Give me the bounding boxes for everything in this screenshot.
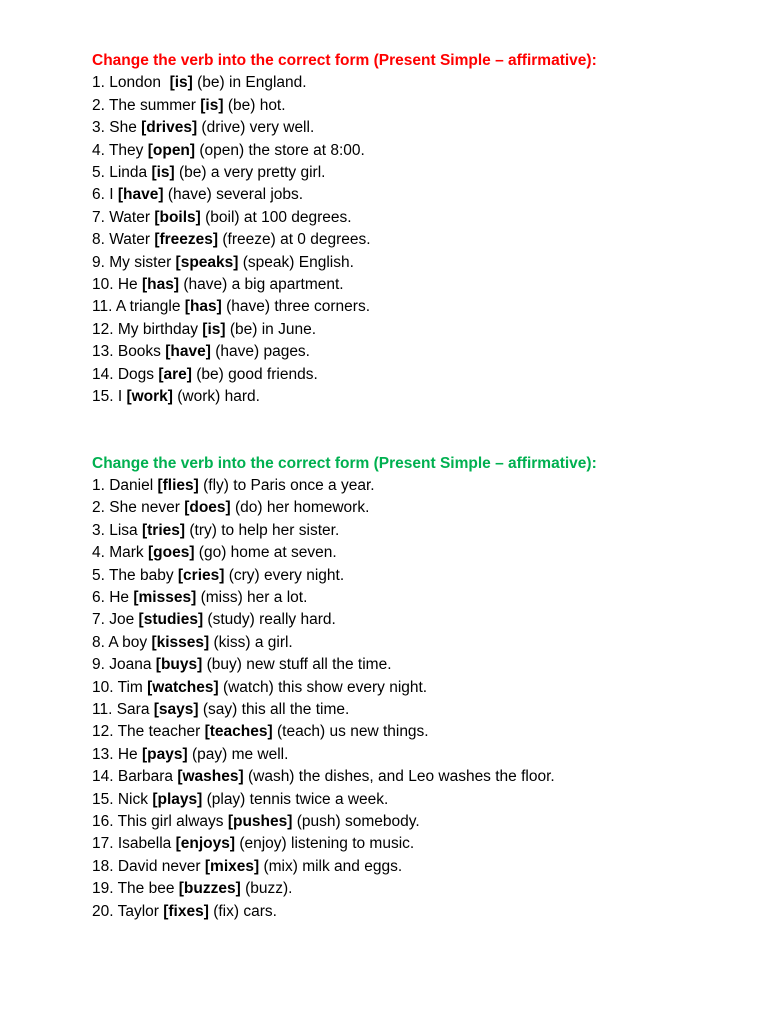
sentence-end: (have) several jobs. — [163, 186, 304, 204]
sentence-end: (try) to help her sister. — [185, 521, 340, 539]
exercise-item — [92, 475, 752, 497]
answer-verb: [freezes] — [154, 231, 219, 249]
answer-verb: [buzzes] — [178, 880, 241, 898]
sentence-start: 5. Linda — [92, 164, 152, 182]
sentence-end: (push) somebody. — [292, 813, 420, 830]
sentence-end: (be) in June. — [225, 320, 316, 338]
answer-verb: [is] — [202, 320, 226, 338]
answer-verb: [cries] — [177, 566, 225, 584]
exercise-item — [92, 184, 752, 206]
answer-verb: [is] — [169, 74, 193, 92]
exercise-item — [92, 901, 752, 923]
sentence-end: (boil) at 100 degrees. — [200, 208, 352, 226]
section-title: Change the verb into the correct form (Present Simple – affirmative): — [92, 52, 597, 69]
answer-verb: [has] — [141, 276, 180, 294]
answer-verb: [mixes] — [204, 857, 260, 875]
exercise-item — [92, 520, 752, 542]
sentence-start: 19. The bee — [92, 880, 179, 898]
answer-verb: [drives] — [141, 119, 198, 137]
sentence-end: (work) hard. — [172, 388, 260, 406]
exercise-item — [92, 72, 752, 94]
sentence-start: 9. My sister — [92, 253, 176, 271]
answer-verb: [has] — [184, 298, 222, 316]
exercise-item — [92, 654, 752, 676]
sentence-start: 14. Dogs — [92, 365, 159, 383]
sentence-start: 12. The teacher — [92, 723, 205, 741]
sentence-end: (play) tennis twice a week. — [202, 790, 389, 808]
sentence-end: (watch) this show every night. — [218, 678, 428, 696]
sentence-start: 4. They — [92, 141, 148, 159]
sentence-start: 14. Barbara — [92, 768, 178, 786]
exercise-item — [92, 856, 752, 878]
sentence-start: 6. He — [92, 588, 134, 606]
sentence-end: (fly) to Paris once a year. — [198, 476, 375, 494]
sentence-start: 11. A triangle — [92, 298, 185, 316]
sentence-start: 18. David never — [92, 857, 205, 875]
sentence-start: 9. Joana — [92, 656, 156, 674]
answer-verb: [plays] — [152, 790, 203, 808]
sentence-start: 20. Taylor — [92, 902, 164, 920]
sentence-start: 7. Joe — [92, 611, 139, 629]
exercise-item — [92, 542, 752, 564]
answer-verb: [have] — [165, 343, 211, 361]
sentence-start: 2. She never — [92, 499, 185, 517]
answer-verb: [buys] — [155, 656, 203, 674]
sentence-end: (wash) the dishes, and Leo washes the floor. — [243, 768, 555, 786]
sentence-end: (open) the store at 8:00. — [195, 141, 365, 159]
sentence-end: (be) a very pretty girl. — [174, 164, 326, 182]
sentence-start: 13. Books — [92, 343, 166, 361]
sentence-start: 1. Daniel — [92, 476, 158, 494]
answer-verb: [goes] — [147, 544, 195, 562]
sentence-end: (drive) very well. — [197, 119, 315, 137]
answer-verb: [flies] — [157, 476, 199, 494]
exercise-section-2 — [92, 453, 752, 924]
answer-verb: [pays] — [141, 745, 188, 763]
sentence-end: (fix) cars. — [208, 902, 277, 920]
sentence-end: (speak) English. — [238, 253, 354, 271]
answer-verb: [washes] — [177, 768, 244, 786]
sentence-end: (be) in England. — [192, 74, 307, 92]
sentence-start: 2. The summer — [92, 96, 201, 114]
exercise-item — [92, 117, 752, 139]
sentence-start: 4. Mark — [92, 544, 148, 562]
sentence-end: (say) this all the time. — [198, 700, 350, 718]
sentence-end: (buy) new stuff all the time. — [202, 656, 392, 674]
sentence-start: 5. The baby — [92, 566, 178, 584]
sentence-start: 6. I — [92, 186, 118, 204]
sentence-end: (have) a big apartment. — [179, 276, 344, 294]
sentence-start: 8. A boy — [92, 633, 152, 651]
exercise-item — [92, 497, 752, 519]
sentence-start: 1. London — [92, 74, 170, 92]
answer-verb: [misses] — [133, 588, 197, 606]
exercise-item — [92, 274, 752, 296]
answer-verb: [work] — [126, 388, 173, 406]
sentence-start: 8. Water — [92, 231, 155, 249]
answer-verb: [kisses] — [151, 633, 210, 651]
exercise-item — [92, 162, 752, 184]
exercise-item — [92, 721, 752, 743]
answer-verb: [fixes] — [163, 902, 209, 920]
sentence-start: 12. My birthday — [92, 320, 203, 338]
answer-verb: [are] — [158, 365, 192, 383]
sentence-end: (pay) me well. — [187, 745, 289, 763]
answer-verb: [have] — [117, 186, 164, 204]
exercise-item — [92, 341, 752, 363]
exercise-item — [92, 789, 752, 811]
exercise-item — [92, 386, 752, 408]
sentence-end: (cry) every night. — [224, 566, 345, 584]
exercise-item — [92, 699, 752, 721]
sentence-end: (kiss) a girl. — [209, 633, 293, 651]
exercise-item — [92, 811, 752, 833]
sentence-start: 11. Sara — [92, 700, 154, 718]
exercise-section-1 — [92, 50, 752, 409]
exercise-list — [92, 72, 752, 408]
exercise-item — [92, 364, 752, 386]
exercise-item — [92, 632, 752, 654]
exercise-item — [92, 587, 752, 609]
exercise-list — [92, 475, 752, 923]
sentence-end: (enjoy) listening to music. — [235, 835, 415, 853]
answer-verb: [does] — [184, 499, 231, 517]
exercise-item — [92, 878, 752, 900]
answer-verb: [open] — [147, 141, 196, 159]
answer-verb: [boils] — [154, 208, 201, 226]
sentence-end: (be) hot. — [223, 96, 286, 114]
sentence-start: 3. Lisa — [92, 521, 142, 539]
answer-verb: [speaks] — [175, 253, 239, 271]
answer-verb: [watches] — [147, 678, 219, 696]
sentence-start: 10. Tim — [92, 678, 148, 696]
worksheet-page — [92, 50, 752, 923]
sentence-start: 16. This girl always — [92, 813, 228, 830]
exercise-item — [92, 744, 752, 766]
exercise-item — [92, 565, 752, 587]
sentence-end: (freeze) at 0 degrees. — [218, 231, 371, 249]
exercise-item — [92, 319, 752, 341]
exercise-item — [92, 766, 752, 788]
sentence-end: (have) pages. — [210, 343, 310, 361]
sentence-end: (miss) her a lot. — [196, 588, 308, 606]
exercise-item — [92, 609, 752, 631]
exercise-item — [92, 229, 752, 251]
sentence-end: (be) good friends. — [191, 365, 318, 383]
sentence-start: 10. He — [92, 276, 142, 294]
exercise-item — [92, 207, 752, 229]
section-spacer — [92, 409, 752, 453]
sentence-start: 7. Water — [92, 208, 155, 226]
sentence-end: (buzz). — [240, 880, 293, 898]
sentence-start: 3. She — [92, 119, 142, 137]
sentence-end: (do) her homework. — [230, 499, 370, 517]
answer-verb: [is] — [151, 164, 175, 182]
answer-verb: [pushes] — [227, 813, 293, 830]
exercise-item — [92, 677, 752, 699]
answer-verb: [enjoys] — [175, 835, 236, 853]
answer-verb: [says] — [153, 700, 199, 718]
exercise-item — [92, 296, 752, 318]
exercise-item — [92, 252, 752, 274]
sentence-end: (mix) milk and eggs. — [259, 857, 403, 875]
sentence-end: (go) home at seven. — [194, 544, 337, 562]
section-title: Change the verb into the correct form (Present Simple – affirmative): — [92, 454, 597, 472]
sentence-start: 15. Nick — [92, 790, 153, 808]
sentence-start: 13. He — [92, 745, 142, 763]
answer-verb: [teaches] — [204, 723, 273, 741]
sentence-end: (study) really hard. — [203, 611, 336, 629]
exercise-item — [92, 833, 752, 855]
answer-verb: [studies] — [138, 611, 204, 629]
exercise-item — [92, 140, 752, 162]
answer-verb: [tries] — [141, 521, 186, 539]
sentence-start: 17. Isabella — [92, 835, 176, 853]
answer-verb: [is] — [200, 96, 224, 114]
sentence-end: (have) three corners. — [221, 298, 371, 316]
sentence-end: (teach) us new things. — [272, 723, 429, 741]
exercise-item — [92, 95, 752, 117]
sentence-start: 15. I — [92, 388, 127, 406]
